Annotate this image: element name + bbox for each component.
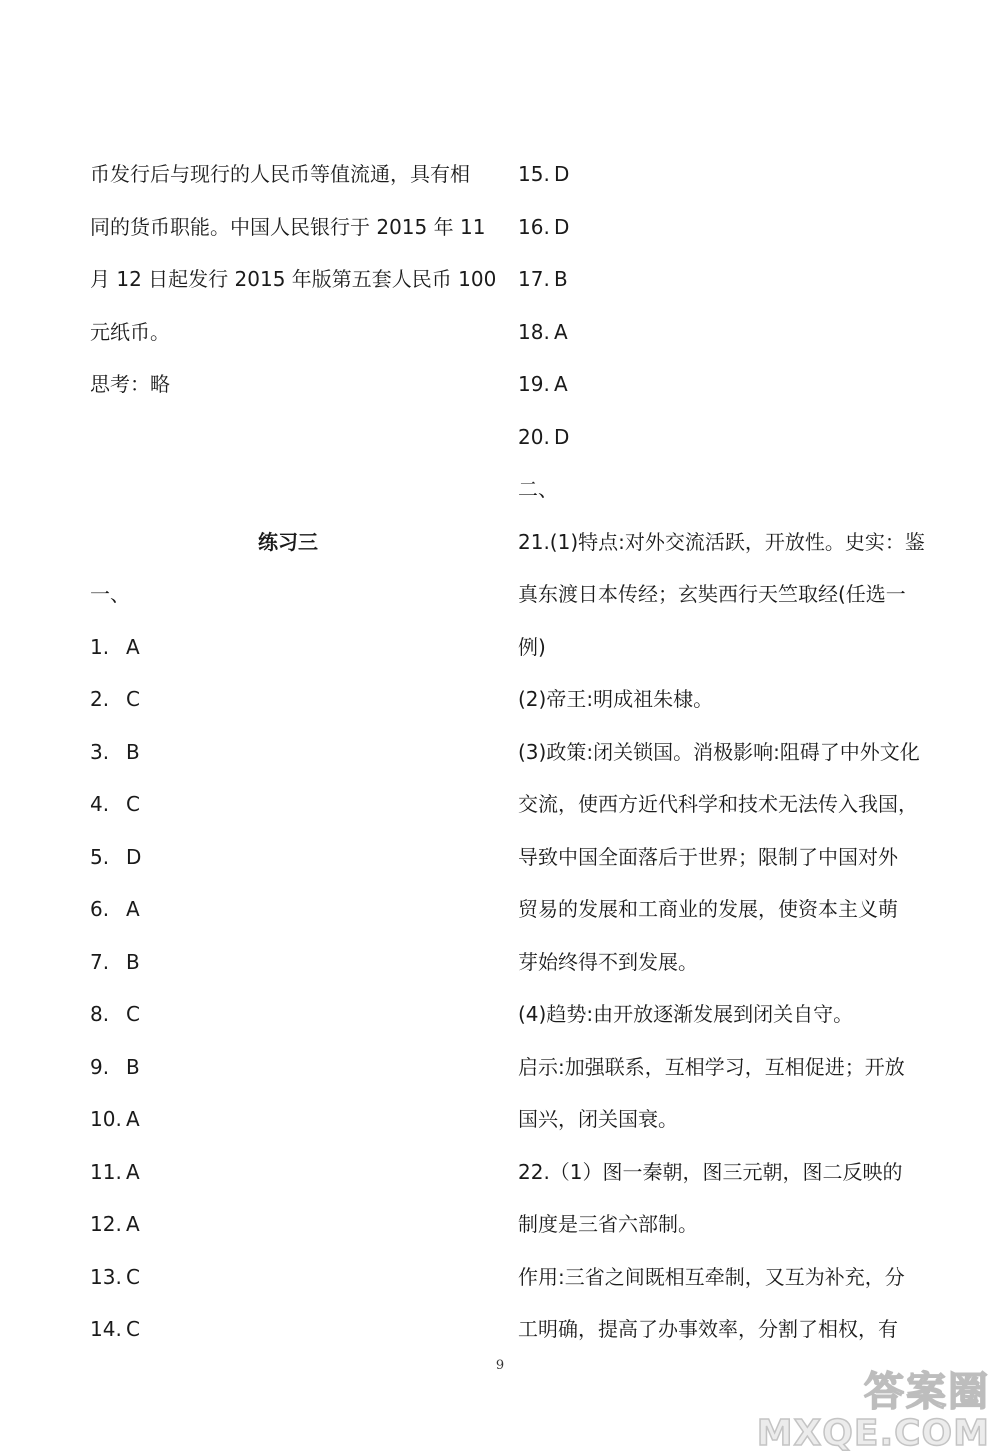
answer-text-line: 真东渡日本传经；玄奘西行天竺取经(任选一 — [518, 582, 906, 606]
answer-text-line: 国兴，闭关国衰。 — [518, 1107, 678, 1131]
answer-letter: D — [554, 214, 570, 239]
part-heading: 二、 — [518, 477, 558, 501]
answer-letter: D — [126, 844, 142, 869]
answer-item — [90, 1251, 490, 1304]
answer-number: 15. — [518, 162, 550, 186]
paragraph-line: 月 12 日起发行 2015 年版第五套人民币 100 — [90, 267, 497, 291]
answer-text-line: (2)帝王:明成祖朱棣。 — [518, 687, 714, 711]
answer-item — [518, 201, 918, 254]
answer-number: 3. — [90, 739, 110, 764]
answer-text-line: 22.（1）图一秦朝，图三元朝，图二反映的 — [518, 1159, 903, 1184]
paragraph-line: 同的货币职能。中国人民银行于 2015 年 11 — [90, 214, 486, 239]
answer-item — [90, 778, 490, 831]
watermark-top-text: 答案圈 — [864, 1369, 990, 1415]
answer-item — [90, 673, 490, 726]
answer-letter: A — [126, 1212, 140, 1236]
answer-text-line: 例) — [518, 634, 546, 659]
answer-letter: C — [126, 1264, 140, 1289]
answer-number: 1. — [90, 634, 110, 659]
answer-number: 11. — [90, 1159, 122, 1184]
answer-letter: A — [126, 897, 140, 921]
answer-item — [90, 988, 490, 1041]
answer-text-line: (4)趋势:由开放逐渐发展到闭关自守。 — [518, 1002, 854, 1026]
answer-item — [518, 411, 918, 464]
answer-text-line: 交流，使西方近代科学和技术无法传入我国， — [518, 792, 918, 816]
watermark-logo — [756, 1358, 994, 1454]
answer-item — [90, 831, 490, 884]
answer-number: 19. — [518, 372, 550, 396]
answer-text-line: 制度是三省六部制。 — [518, 1212, 698, 1236]
answer-text-line: 启示:加强联系，互相学习，互相促进；开放 — [518, 1054, 905, 1079]
answer-number: 10. — [90, 1107, 122, 1131]
answer-number: 13. — [90, 1264, 122, 1289]
answer-letter: C — [126, 1317, 140, 1341]
answer-number: 5. — [90, 844, 110, 869]
answer-item — [90, 726, 490, 779]
spacer — [90, 411, 490, 516]
page-number: 9 — [495, 1358, 505, 1373]
right-column — [518, 148, 925, 1356]
answer-item — [90, 883, 490, 936]
section-title: 练习三 — [258, 529, 318, 554]
answer-item — [90, 1093, 490, 1146]
answer-item — [518, 306, 918, 359]
answer-number: 12. — [90, 1212, 122, 1236]
answer-text-line: 21.(1)特点:对外交流活跃，开放性。史实：鉴 — [518, 529, 925, 554]
answer-item — [518, 148, 918, 201]
answer-item — [90, 1146, 490, 1199]
answer-text-line: 作用:三省之间既相互牵制，又互为补充，分 — [518, 1264, 905, 1289]
answer-text-line: 导致中国全面落后于世界；限制了中国对外 — [518, 844, 898, 869]
watermark-bottom-text: MXQE.COM — [756, 1413, 990, 1454]
answer-letter: D — [554, 424, 570, 449]
answer-number: 6. — [90, 897, 110, 921]
answer-letter: C — [126, 687, 140, 711]
paragraph-line: 元纸币。 — [90, 319, 170, 344]
answer-text-line: 贸易的发展和工商业的发展，使资本主义萌 — [518, 897, 898, 921]
part-heading: 一、 — [90, 582, 130, 606]
answer-letter: A — [126, 1107, 140, 1131]
answer-number: 14. — [90, 1317, 122, 1341]
answer-item — [518, 253, 918, 306]
answer-number: 7. — [90, 949, 110, 974]
answer-letter: C — [126, 792, 140, 816]
answer-item — [90, 936, 490, 989]
paragraph-line: 币发行后与现行的人民币等值流通，具有相 — [90, 162, 470, 186]
answer-number: 4. — [90, 792, 110, 816]
answer-text-line: 芽始终得不到发展。 — [518, 949, 698, 974]
answer-text-line: (3)政策:闭关锁国。消极影响:阻碍了中外文化 — [518, 739, 920, 764]
answer-letter: A — [554, 372, 568, 396]
think-line: 思考：略 — [90, 372, 170, 396]
answer-number: 8. — [90, 1002, 110, 1026]
answer-letter: A — [126, 634, 140, 659]
answer-item — [90, 621, 490, 674]
left-column — [90, 148, 497, 1356]
answer-number: 9. — [90, 1054, 110, 1079]
answer-letter: C — [126, 1002, 140, 1026]
answer-letter: B — [126, 949, 140, 974]
answer-item — [90, 1198, 490, 1251]
answer-number: 18. — [518, 319, 550, 344]
answer-letter: A — [126, 1159, 140, 1184]
answer-letter: B — [554, 267, 568, 291]
answer-number: 20. — [518, 424, 550, 449]
answer-letter: D — [554, 162, 570, 186]
answer-letter: A — [554, 319, 568, 344]
answer-item — [90, 1041, 490, 1094]
answer-item — [90, 1303, 490, 1356]
answer-letter: B — [126, 1054, 140, 1079]
answer-letter: B — [126, 739, 140, 764]
answer-number: 17. — [518, 267, 550, 291]
answer-item — [518, 358, 918, 411]
answer-number: 16. — [518, 214, 550, 239]
answer-text-line: 工明确，提高了办事效率，分割了相权，有 — [518, 1317, 898, 1341]
answer-number: 2. — [90, 687, 110, 711]
